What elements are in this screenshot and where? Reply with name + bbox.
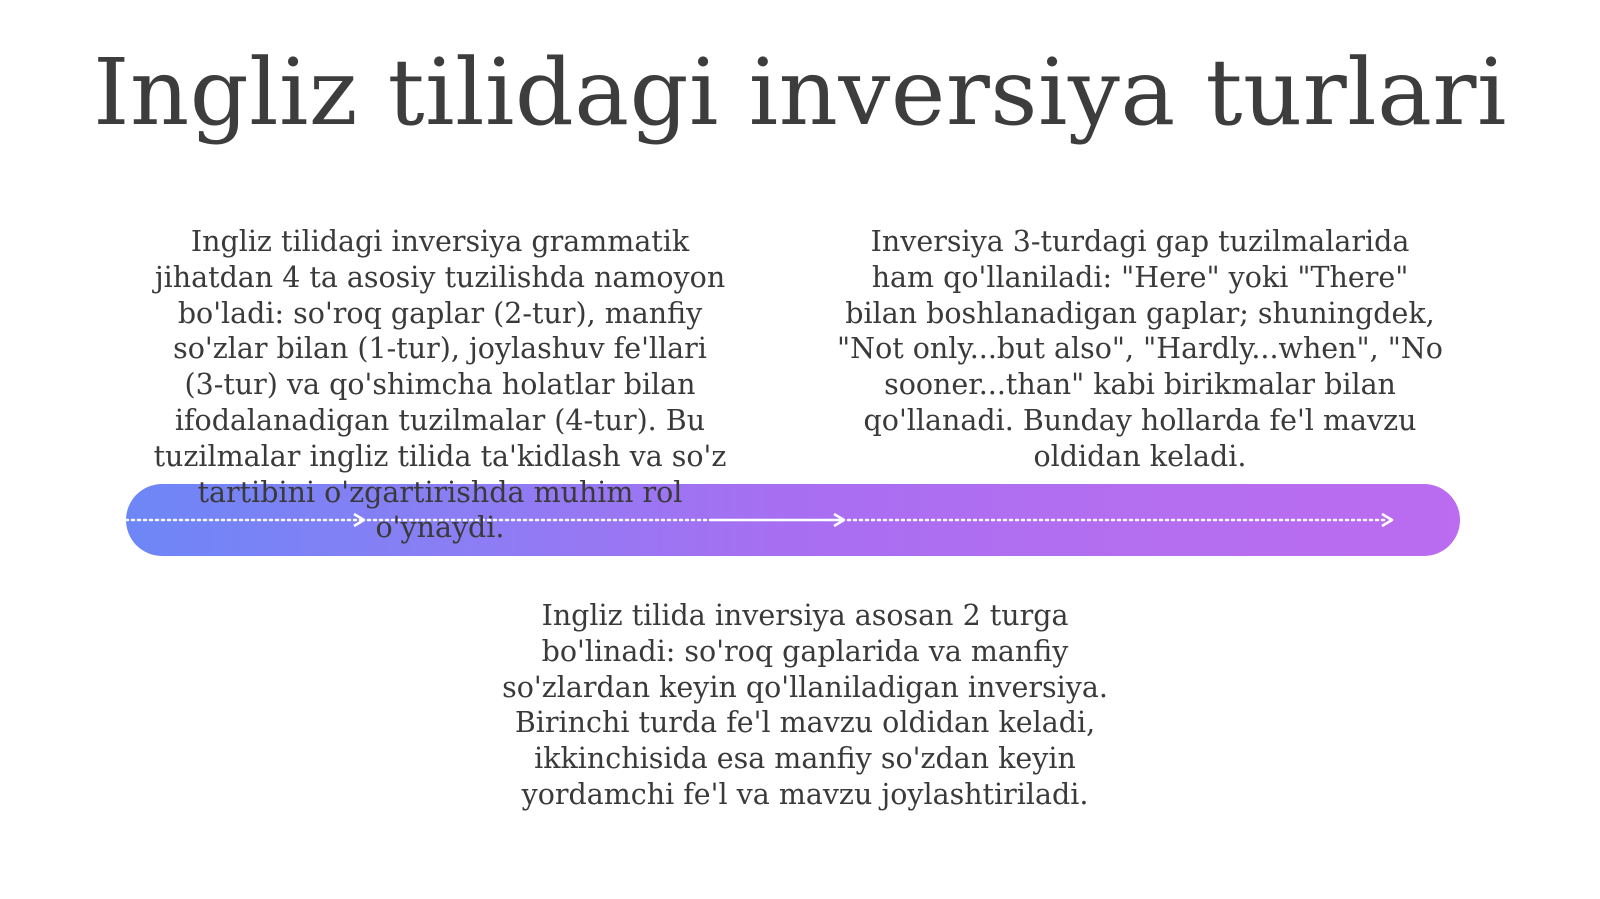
text-block-left: Ingliz tilidagi inversiya grammatik jihatdan 4 ta asosiy tuzilishda namoyon bo'ladi: so'roq gaplar (2-tur), manfiy so'zlar bilan (1-tur), joylashuv fe'llari (3-tur) va qo'shimcha holatlar bilan ifodalanadigan tuzilmalar (4-tur). Bu tuzilmalar ingliz tilida ta'kidlash va so'z tartibini o'zgartirishda muhim rol o'ynaydi. [153, 225, 727, 545]
slide-title: Ingliz tilidagi inversiya turlari [93, 39, 1507, 146]
text-block-bottom: Ingliz tilida inversiya asosan 2 turga bo'linadi: so'roq gaplarida va manfiy so'zlardan keyin qo'llaniladigan inversiya. Birinchi turda fe'l mavzu oldidan keladi, ikkinchisida esa manfiy so'zdan keyin yordamchi fe'l va mavzu joylashtiriladi. [502, 599, 1108, 811]
text-block-right: Inversiya 3-turdagi gap tuzilmalarida ham qo'llaniladi: "Here" yoki "There" bilan boshlanadigan gaplar; shuningdek, "Not only...but also", "Hardly...when", "No sooner...than" kabi birikmalar bilan qo'llanadi. Bunday hollarda fe'l mavzu oldidan keladi. [837, 225, 1443, 473]
